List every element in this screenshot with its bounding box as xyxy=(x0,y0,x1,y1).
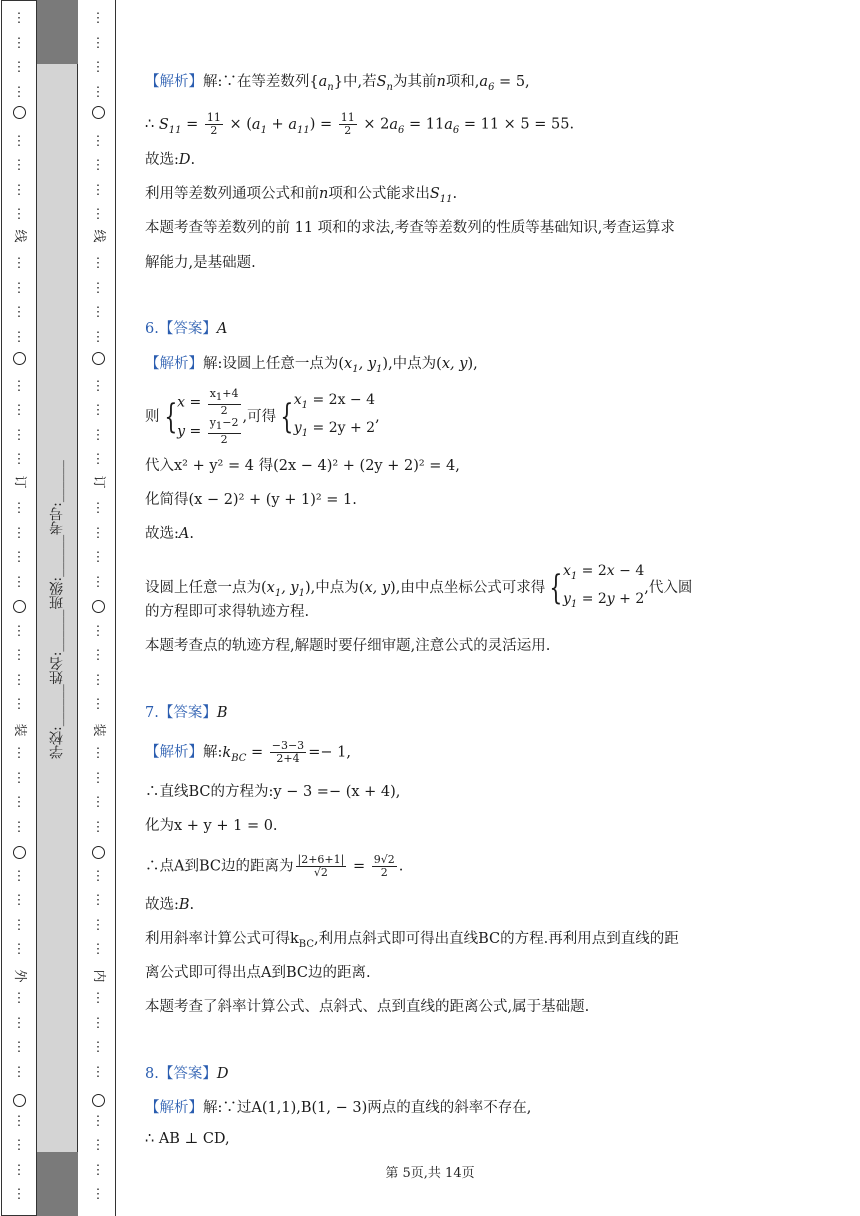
seal-dots: ⋮ xyxy=(91,1040,105,1055)
seal-dots: ⋮ xyxy=(91,182,105,198)
page-footer: 第 5页,共 14页 xyxy=(385,1166,475,1181)
seal-dots: ⋮ xyxy=(91,11,105,26)
seal-dots: ⋮ xyxy=(91,1187,105,1202)
q6-line-5: 故选:A. xyxy=(145,526,194,542)
seal-dots: ⋮ xyxy=(12,991,26,1006)
q7-line-6: 利用斜率计算公式可得$k_{BC}$,利用点斜式即可得出直线BC的方程.再利用点到直线的距 xyxy=(145,931,679,950)
seal-dots: ⋮ xyxy=(91,525,105,541)
seal-dots: ⋮ xyxy=(91,868,105,884)
seal-dots: ⋮ xyxy=(12,182,26,198)
q6-line-4: 化简得(x − 2)² + (y + 1)² = 1. xyxy=(145,492,357,508)
seal-dots: ⋮ xyxy=(12,1113,26,1129)
seal-circle xyxy=(1,1094,37,1107)
seal-dots: ⋮ xyxy=(12,1162,26,1178)
q5-line-1: 【解析】解:∵在等差数列$\{a_n\}$中,若$S_n$为其前n项和$,a_6 = 5$, xyxy=(145,74,530,93)
seal-circle xyxy=(80,106,116,119)
seal-mark: 订 xyxy=(12,475,27,489)
q6-header: 6.【答案】A xyxy=(145,321,228,337)
seal-circle xyxy=(80,352,116,365)
seal-dots: ⋮ xyxy=(12,672,26,688)
seal-dots: ⋮ xyxy=(12,746,26,761)
seal-dots: ⋮ xyxy=(12,648,26,663)
seal-mark: 订 xyxy=(91,475,106,489)
seal-dots: ⋮ xyxy=(91,623,105,639)
seal-circle xyxy=(80,846,116,859)
inner-seal-line xyxy=(80,0,116,1216)
seal-dots: ⋮ xyxy=(91,893,105,908)
seal-dots: ⋮ xyxy=(12,525,26,541)
q6-line-8: 本题考查点的轨迹方程,解题时要仔细审题,注意公式的灵活运用. xyxy=(145,638,551,654)
q7-line-7: 离公式即可得出点A到BC边的距离. xyxy=(145,965,371,981)
seal-dots: ⋮ xyxy=(12,452,26,467)
seal-mark: 装 xyxy=(12,723,27,737)
seal-dots: ⋮ xyxy=(12,942,26,957)
seal-dots: ⋮ xyxy=(91,1138,105,1153)
seal-dots: ⋮ xyxy=(91,991,105,1006)
outer-seal-line xyxy=(1,0,37,1216)
q7-header: 7.【答案】B xyxy=(145,705,228,721)
q7-line-8: 本题考查了斜率计算公式、点斜式、点到直线的距离公式,属于基础题. xyxy=(145,999,590,1015)
q7-line-2: ∴直线BC的方程为:y − 3 =− (x + 4), xyxy=(145,784,401,800)
seal-dots: ⋮ xyxy=(91,280,105,296)
seal-dots: ⋮ xyxy=(12,1040,26,1055)
q5-line-5: 本题考查等差数列的前 11 项和的求法,考查等差数列的性质等基础知识,考查运算求 xyxy=(145,220,675,236)
seal-dots: ⋮ xyxy=(91,329,105,345)
q5-line-6: 解能力,是基础题. xyxy=(145,255,256,271)
seal-dots: ⋮ xyxy=(91,648,105,663)
seal-dots: ⋮ xyxy=(91,1015,105,1031)
seal-dots: ⋮ xyxy=(12,11,26,26)
seal-dots: ⋮ xyxy=(12,378,26,394)
seal-dots: ⋮ xyxy=(12,280,26,296)
q8-line-2: ∴ AB ⊥ CD, xyxy=(145,1131,230,1147)
seal-dots: ⋮ xyxy=(12,427,26,443)
q7-line-5: 故选:B. xyxy=(145,897,195,913)
seal-dots: ⋮ xyxy=(91,452,105,467)
seal-circle xyxy=(1,352,37,365)
seal-dots: ⋮ xyxy=(91,60,105,75)
q6-line-3: 代入x² + y² = 4 得(2x − 4)² + (2y + 2)² = 4, xyxy=(145,458,460,474)
seal-mark: 外 xyxy=(12,969,27,983)
seal-dots: ⋮ xyxy=(91,770,105,786)
seal-circle xyxy=(80,1094,116,1107)
seal-dots: ⋮ xyxy=(91,256,105,271)
seal-circle xyxy=(1,106,37,119)
seal-dots: ⋮ xyxy=(12,501,26,516)
seal-dots: ⋮ xyxy=(91,207,105,222)
seal-dots: ⋮ xyxy=(91,1162,105,1178)
seal-dots: ⋮ xyxy=(12,868,26,884)
q6-line-6: 设圆上任意一点为($x_1$, $y_1$),中点为(x, y),由中点坐标公式可求得 {$x_1 = 2x - 4$ $y_1 = 2y + 2$,代入圆 xyxy=(145,563,693,610)
seal-dots: ⋮ xyxy=(91,133,105,149)
seal-dots: ⋮ xyxy=(12,770,26,786)
seal-dots: ⋮ xyxy=(91,305,105,320)
seal-dots: ⋮ xyxy=(91,942,105,957)
q7-line-4: ∴点A到BC边的距离为 $\frac{|2+6+1|}{√2}$ = $\frac{9√2}{2}$ . xyxy=(145,853,404,879)
seal-dots: ⋮ xyxy=(91,378,105,394)
seal-dots: ⋮ xyxy=(12,574,26,590)
seal-dots: ⋮ xyxy=(12,1138,26,1153)
seal-dots: ⋮ xyxy=(91,819,105,835)
seal-dots: ⋮ xyxy=(91,403,105,418)
seal-circle xyxy=(1,600,37,613)
seal-dots: ⋮ xyxy=(12,1015,26,1031)
seal-dots: ⋮ xyxy=(12,917,26,933)
seal-dots: ⋮ xyxy=(91,35,105,51)
seal-dots: ⋮ xyxy=(12,60,26,75)
seal-dots: ⋮ xyxy=(12,256,26,271)
seal-mark: 装 xyxy=(91,723,106,737)
q8-line-1: 【解析】解:∵过A(1,1),B(1, − 3)两点的直线的斜率不存在, xyxy=(145,1100,532,1116)
seal-dots: ⋮ xyxy=(12,329,26,345)
seal-dots: ⋮ xyxy=(91,672,105,688)
q5-line-3: 故选:D. xyxy=(145,152,196,168)
seal-dots: ⋮ xyxy=(91,550,105,565)
seal-dots: ⋮ xyxy=(91,427,105,443)
seal-dots: ⋮ xyxy=(12,795,26,810)
strip-top-block xyxy=(37,0,78,64)
seal-dots: ⋮ xyxy=(12,207,26,222)
seal-mark: 线 xyxy=(12,229,27,243)
seal-dots: ⋮ xyxy=(91,746,105,761)
seal-dots: ⋮ xyxy=(12,403,26,418)
seal-dots: ⋮ xyxy=(12,1187,26,1202)
q6-line-7: 的方程即可求得轨迹方程. xyxy=(145,604,310,620)
seal-circle xyxy=(1,846,37,859)
seal-circle xyxy=(80,600,116,613)
seal-dots: ⋮ xyxy=(91,1064,105,1080)
seal-dots: ⋮ xyxy=(12,158,26,173)
q6-line-1: 【解析】解:设圆上任意一点为($x_1$, $y_1$),中点为(x, y), xyxy=(145,356,478,375)
seal-dots: ⋮ xyxy=(12,133,26,149)
student-info-fields: 学校:______姓名:______班级:______考号:______ xyxy=(49,460,65,760)
seal-mark: 线 xyxy=(91,229,106,243)
seal-dots: ⋮ xyxy=(91,158,105,173)
q7-line-1: 【解析】解$:k_{BC}$ = $\frac{-3-3}{2+4}$ =− 1, xyxy=(145,739,351,765)
seal-dots: ⋮ xyxy=(91,697,105,712)
seal-dots: ⋮ xyxy=(91,574,105,590)
q5-line-2: ∴ $S_{11}$ = $\frac{11}{2}$ × $(a_1 + a_{11})$ = $\frac{11}{2}$ × $2a_6 = 11a_6 = 11 \times 5 = 55$. xyxy=(145,111,575,137)
seal-dots: ⋮ xyxy=(91,84,105,100)
seal-dots: ⋮ xyxy=(91,501,105,516)
seal-dots: ⋮ xyxy=(12,697,26,712)
q8-header: 8.【答案】D xyxy=(145,1066,229,1082)
seal-dots: ⋮ xyxy=(12,35,26,51)
seal-dots: ⋮ xyxy=(91,795,105,810)
seal-mark: 内 xyxy=(91,969,106,983)
seal-dots: ⋮ xyxy=(91,917,105,933)
seal-dots: ⋮ xyxy=(12,623,26,639)
q6-system: 则 {x = $\frac{x_1+4}{2}$ y = $\frac{y_1-2}{2}$ ,可得 {$x_1 = 2x - 4$ $y_1 = 2y + 2$, xyxy=(145,387,380,447)
seal-dots: ⋮ xyxy=(91,1113,105,1129)
seal-dots: ⋮ xyxy=(12,819,26,835)
seal-dots: ⋮ xyxy=(12,1064,26,1080)
seal-dots: ⋮ xyxy=(12,893,26,908)
seal-dots: ⋮ xyxy=(12,550,26,565)
q7-line-3: 化为x + y + 1 = 0. xyxy=(145,818,278,834)
q5-line-4: 利用等差数列通项公式和前n项和公式能求出$S_{11}$. xyxy=(145,186,458,205)
seal-dots: ⋮ xyxy=(12,84,26,100)
seal-dots: ⋮ xyxy=(12,305,26,320)
